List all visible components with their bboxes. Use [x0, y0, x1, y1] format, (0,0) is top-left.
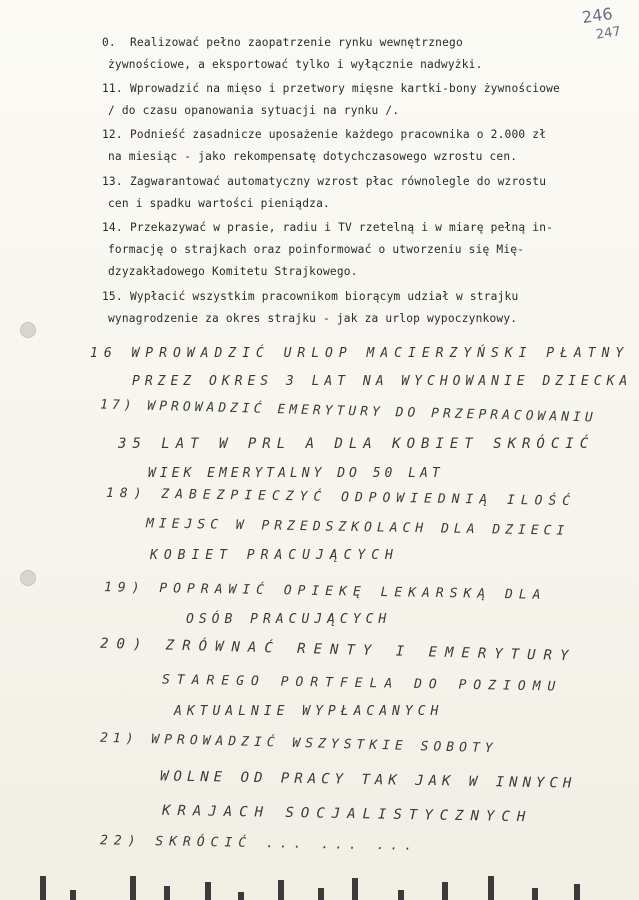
item-line: / do czasu opanowania sytuacji na rynku /.: [108, 104, 400, 117]
item-number: 11.: [102, 82, 123, 95]
item-line: żywnościowe, a eksportować tylko i wyłącznie nadwyżki.: [108, 58, 483, 71]
page-number: 246: [580, 3, 614, 28]
item-line: Podnieść zasadnicze uposażenie każdego pracownika o 2.000 zł: [130, 128, 547, 141]
item-line: Przekazywać w prasie, radiu i TV rzetelną i w miarę pełną in-: [130, 221, 554, 234]
item-line: Wypłacić wszystkim pracownikom biorącym udział w strajku: [130, 290, 519, 303]
item-line: Wprowadzić na mięso i przetwory mięsne kartki-bony żywnościowe: [130, 82, 560, 95]
handwritten-line: 21) WPROWADZIĆ WSZYSTKIE SOBOTY: [99, 730, 498, 757]
handwritten-line: 35 LAT W PRL A DLA KOBIET SKRÓCIĆ: [118, 436, 595, 452]
punch-hole-top: [20, 322, 36, 338]
item-number: 15.: [102, 290, 123, 303]
scan-edge-strip: [0, 868, 639, 900]
handwritten-line: 22) SKRÓCIĆ ... ... ...: [99, 833, 419, 854]
handwritten-line: STAREGO PORTFELA DO POZIOMU: [161, 672, 563, 695]
item-line: Realizować pełno zaopatrzenie rynku wewnętrznego: [130, 36, 463, 49]
handwritten-line: 17) WPROWADZIĆ EMERYTURY DO PRZEPRACOWANIU: [99, 397, 597, 426]
item-line: dzyzakładowego Komitetu Strajkowego.: [108, 265, 358, 278]
handwritten-line: AKTUALNIE WYPŁACANYCH: [174, 704, 444, 719]
handwritten-line: 16 WPROWADZIĆ URLOP MACIERZYŃSKI PŁATNY: [90, 346, 630, 361]
handwritten-line: 20) ZRÓWNAĆ RENTY I EMERYTURY: [99, 635, 577, 665]
typed-item-0: [102, 36, 623, 71]
item-line: wynagrodzenie za okres strajku - jak za urlop wypoczynkowy.: [108, 312, 518, 325]
handwritten-line: PRZEZ OKRES 3 LAT NA WYCHOWANIE DZIECKA: [132, 374, 633, 389]
item-line: na miesiąc - jako rekompensatę dotychczasowego wzrostu cen.: [108, 150, 518, 163]
handwritten-line: KOBIET PRACUJĄCYCH: [150, 548, 399, 563]
handwritten-line: MIEJSC W PRZEDSZKOLACH DLA DZIECI: [145, 516, 570, 539]
punch-hole-bottom: [20, 570, 36, 586]
item-number: 14.: [102, 221, 123, 234]
handwritten-line: WOLNE OD PRACY TAK JAK W INNYCH: [159, 768, 577, 792]
item-line: formację o strajkach oraz poinformować o utworzeniu się Mię-: [108, 243, 525, 256]
page-number-alt: 247: [595, 24, 622, 43]
handwritten-line: KRAJACH SOCJALISTYCZNYCH: [161, 802, 533, 826]
handwritten-line: OSÓB PRACUJĄCYCH: [186, 612, 392, 627]
item-line: cen i spadku wartości pieniądza.: [108, 197, 330, 210]
handwritten-line: WIEK EMERYTALNY DO 50 LAT: [148, 466, 444, 481]
handwritten-line: 18) ZABEZPIECZYĆ ODPOWIEDNIĄ ILOŚĆ: [105, 485, 577, 510]
item-line: Zagwarantować automatyczny wzrost płac równolegle do wzrostu: [130, 175, 547, 188]
item-number: 13.: [102, 175, 123, 188]
handwritten-line: 19) POPRAWIĆ OPIEKĘ LEKARSKĄ DLA: [103, 580, 547, 603]
item-number: 12.: [102, 128, 123, 141]
item-number: 0.: [102, 36, 116, 49]
